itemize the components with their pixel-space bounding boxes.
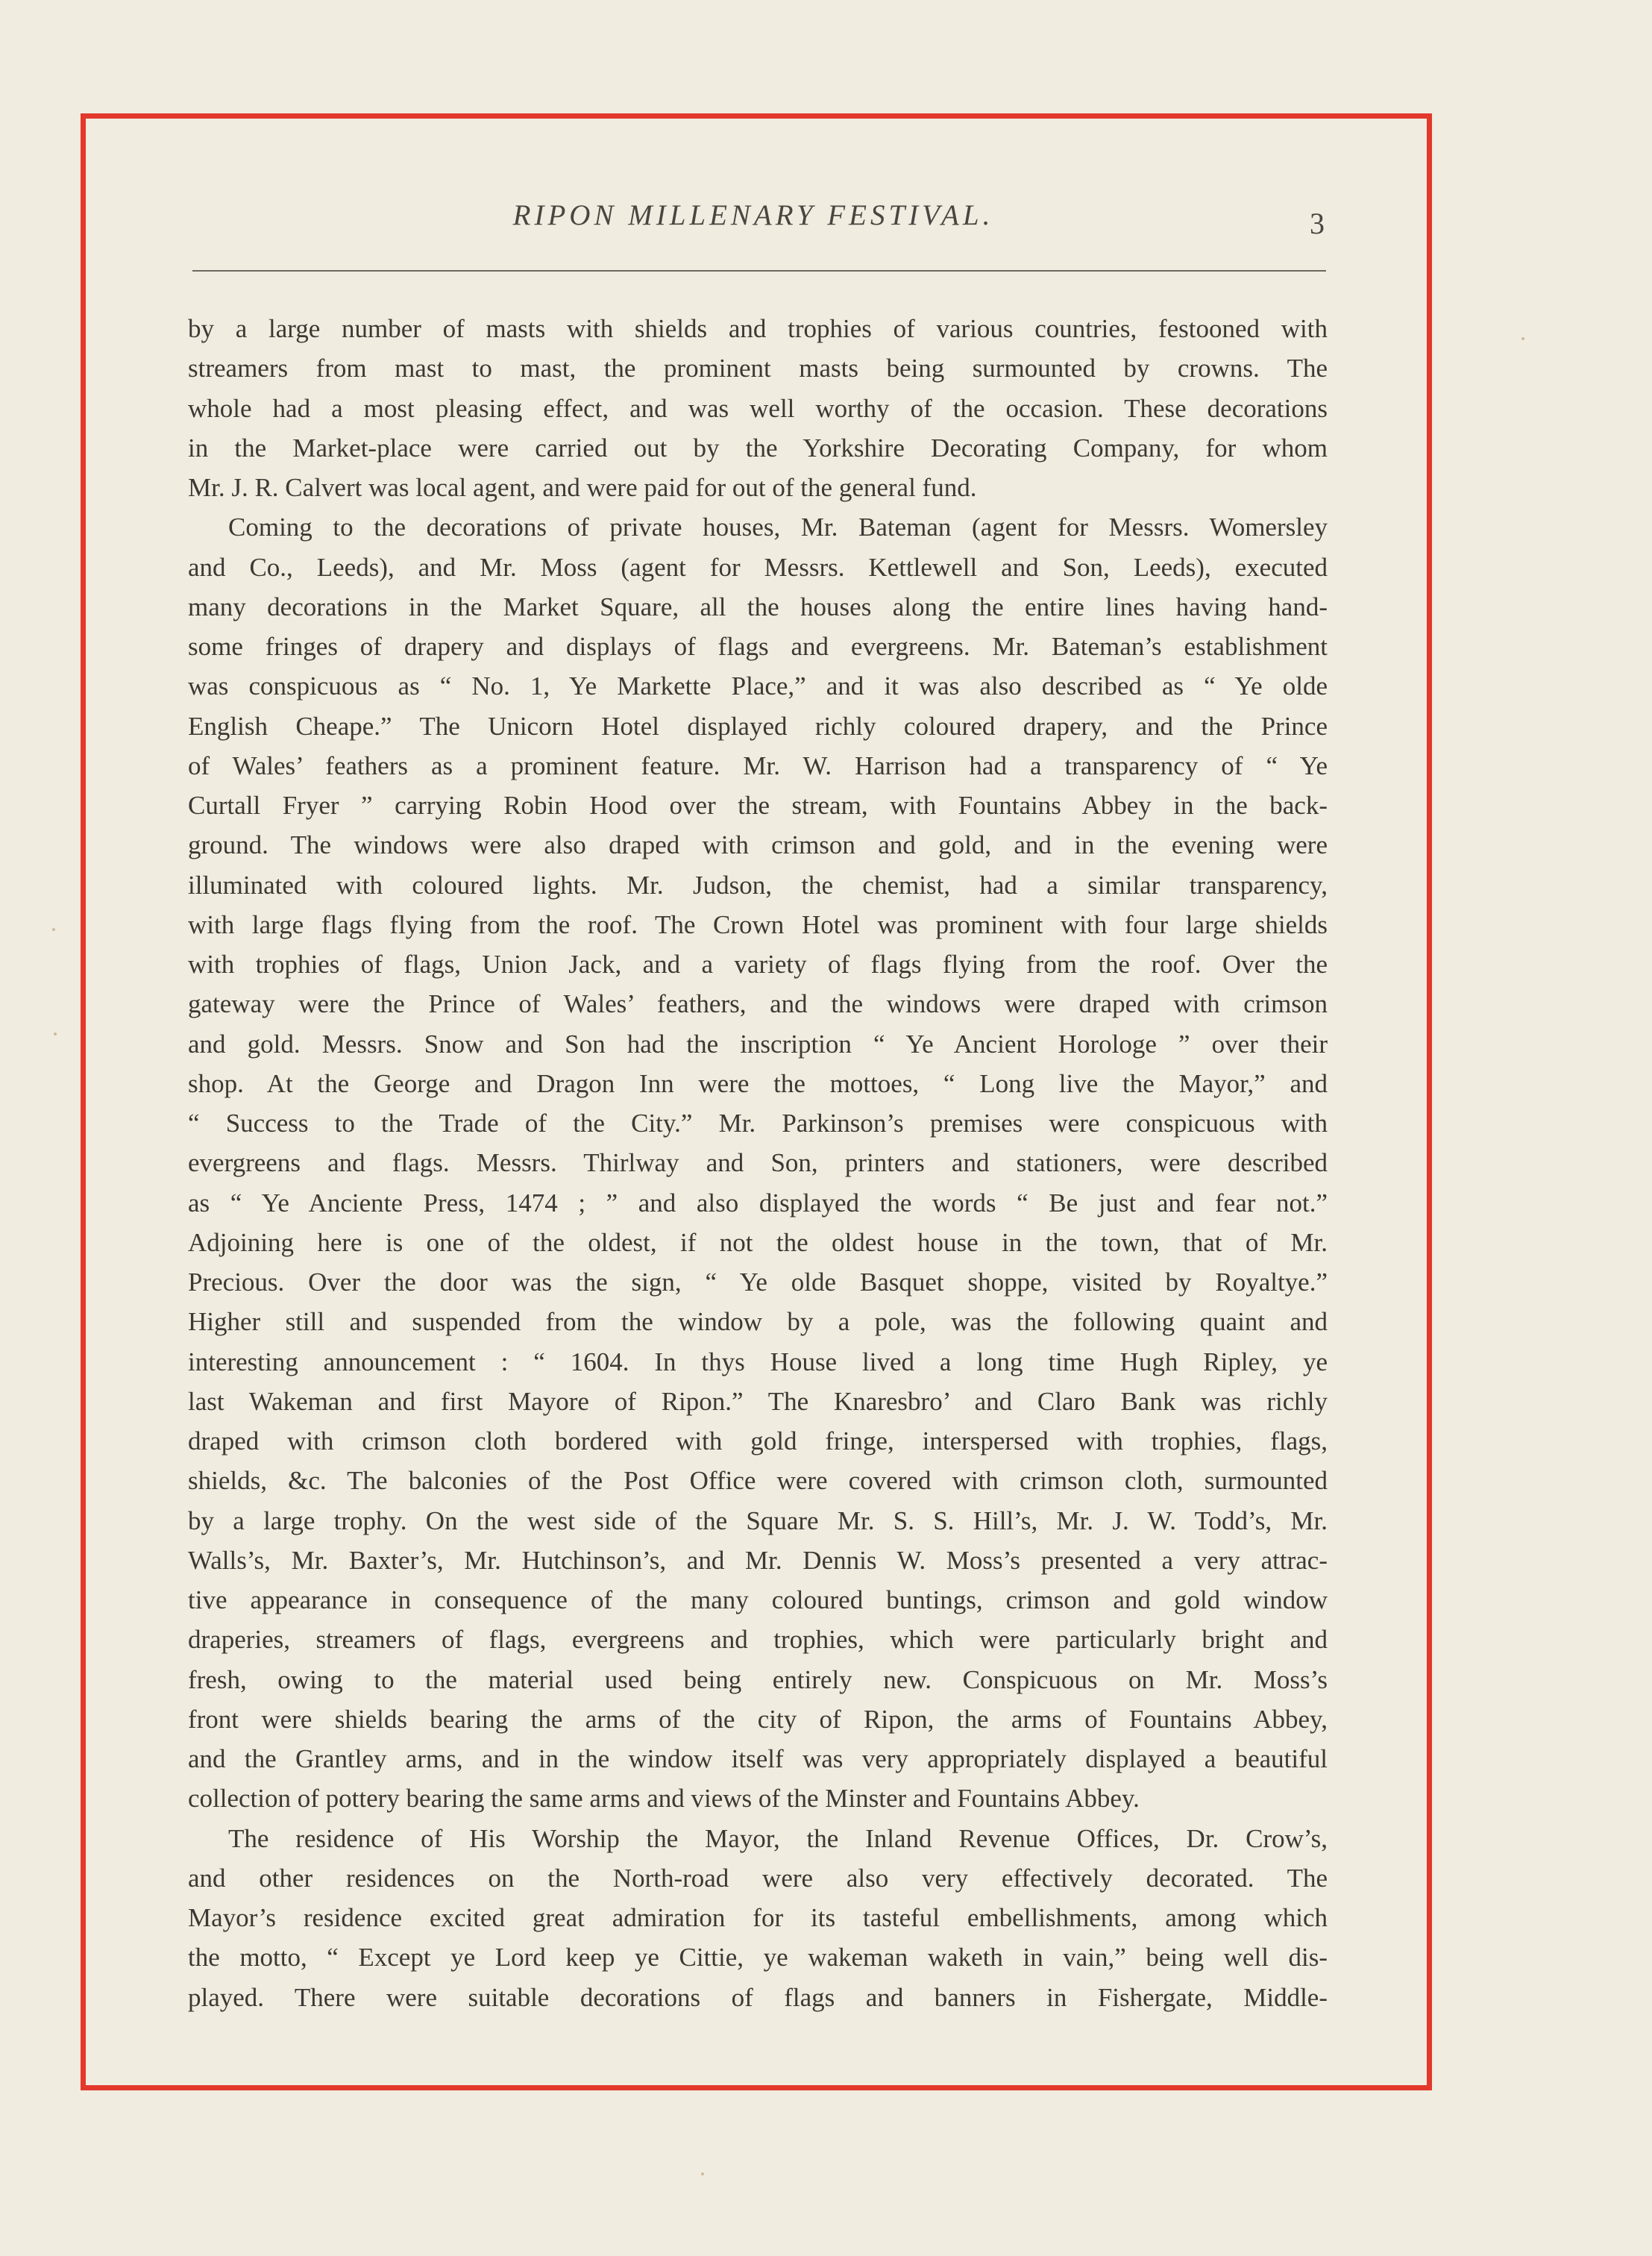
text-line: The residence of His Worship the Mayor, the Inland Revenue Offices, Dr. Crow’s, (228, 1823, 1328, 1853)
text-line: illuminated with coloured lights. Mr. Judson, the chemist, had a similar transparency, (188, 870, 1328, 900)
text-line: Coming to the decorations of private houses, Mr. Bateman (agent for Messrs. Womersley (228, 513, 1328, 542)
text-line: the motto, “ Except ye Lord keep ye Cittie, ye wakeman waketh in vain,” being well dis- (188, 1943, 1328, 1973)
text-line: ground. The windows were also draped with crimson and gold, and in the evening were (188, 830, 1328, 860)
text-line: by a large number of masts with shields and trophies of various countries, festooned with (188, 314, 1328, 343)
text-line: Walls’s, Mr. Baxter’s, Mr. Hutchinson’s, and Mr. Dennis W. Moss’s presented a very attrac- (188, 1545, 1328, 1575)
text-line: Adjoining here is one of the oldest, if not the oldest house in the town, that of Mr. (188, 1227, 1328, 1257)
text-line: Mr. J. R. Calvert was local agent, and were paid for out of the general fund. (188, 473, 977, 502)
text-line: draped with crimson cloth bordered with gold fringe, interspersed with trophies, flags, (188, 1426, 1328, 1456)
text-line: with trophies of flags, Union Jack, and a variety of flags flying from the roof. Over the (188, 950, 1328, 979)
text-line: and Co., Leeds), and Mr. Moss (agent for Messrs. Kettlewell and Son, Leeds), executed (188, 552, 1328, 582)
body-text (188, 309, 1328, 2017)
text-line: in the Market-place were carried out by the Yorkshire Decorating Company, for whom (188, 433, 1328, 463)
text-line: of Wales’ feathers as a prominent feature. Mr. W. Harrison had a transparency of “ Ye (188, 751, 1328, 780)
text-line: last Wakeman and first Mayore of Ripon.” The Knaresbro’ and Claro Bank was richly (188, 1386, 1328, 1416)
text-line: played. There were suitable decorations of flags and banners in Fishergate, Middle- (188, 1982, 1328, 2012)
paper-speck (701, 2172, 704, 2175)
text-line: draperies, streamers of flags, evergreens and trophies, which were particularly bright and (188, 1625, 1328, 1655)
text-line: gateway were the Prince of Wales’ feathers, and the windows were draped with crimson (188, 989, 1328, 1019)
text-line: streamers from mast to mast, the prominent masts being surmounted by crowns. The (188, 354, 1328, 383)
text-line: Higher still and suspended from the window by a pole, was the following quaint and (188, 1307, 1328, 1337)
text-line: and gold. Messrs. Snow and Son had the inscription “ Ye Ancient Horologe ” over their (188, 1029, 1328, 1059)
text-line: Precious. Over the door was the sign, “ Ye olde Basquet shoppe, visited by Royaltye.” (188, 1268, 1328, 1297)
text-line: as “ Ye Anciente Press, 1474 ; ” and also displayed the words “ Be just and fear not.” (188, 1188, 1328, 1218)
text-line: Curtall Fryer ” carrying Robin Hood over the stream, with Fountains Abbey in the back- (188, 791, 1328, 820)
text-line: and other residences on the North-road were also very effectively decorated. The (188, 1863, 1328, 1893)
text-line: by a large trophy. On the west side of the Square Mr. S. S. Hill’s, Mr. J. W. Todd’s, Mr. (188, 1505, 1328, 1535)
text-line: was conspicuous as “ No. 1, Ye Markette Place,” and it was also described as “ Ye olde (188, 671, 1328, 701)
paper-speck (1521, 337, 1524, 340)
text-line: fresh, owing to the material used being entirely new. Conspicuous on Mr. Moss’s (188, 1664, 1328, 1694)
text-line: interesting announcement : “ 1604. In thys House lived a long time Hugh Ripley, ye (188, 1347, 1328, 1376)
text-line: shop. At the George and Dragon Inn were the mottoes, “ Long live the Mayor,” and (188, 1068, 1328, 1098)
text-line: Mayor’s residence excited great admiration for its tasteful embellishments, among which (188, 1903, 1328, 1932)
text-line: tive appearance in consequence of the many coloured buntings, crimson and gold window (188, 1585, 1328, 1614)
header-rule (192, 270, 1326, 272)
text-line: “ Success to the Trade of the City.” Mr. Parkinson’s premises were conspicuous with (188, 1109, 1328, 1138)
text-line: shields, &c. The balconies of the Post Office were covered with crimson cloth, surmounted (188, 1466, 1328, 1496)
text-line: evergreens and flags. Messrs. Thirlway and Son, printers and stationers, were described (188, 1148, 1328, 1178)
page-number: 3 (1310, 207, 1325, 240)
paper-speck (52, 928, 55, 931)
text-line: and the Grantley arms, and in the window itself was very appropriately displayed a beautiful (188, 1744, 1328, 1773)
text-line: whole had a most pleasing effect, and was well worthy of the occasion. These decorations (188, 393, 1328, 423)
text-line: many decorations in the Market Square, all the houses along the entire lines having hand- (188, 592, 1328, 621)
text-line: collection of pottery bearing the same arms and views of the Minster and Fountains Abbey. (188, 1784, 1140, 1814)
text-line: English Cheape.” The Unicorn Hotel displayed richly coloured drapery, and the Prince (188, 711, 1328, 741)
text-line: some fringes of drapery and displays of flags and evergreens. Mr. Bateman’s establishment (188, 632, 1328, 661)
paper-speck (54, 1033, 57, 1035)
text-line: front were shields bearing the arms of the city of Ripon, the arms of Fountains Abbey, (188, 1704, 1328, 1734)
running-head: RIPON MILLENARY FESTIVAL. (512, 199, 994, 231)
text-line: with large flags flying from the roof. The Crown Hotel was prominent with four large shields (188, 909, 1328, 939)
